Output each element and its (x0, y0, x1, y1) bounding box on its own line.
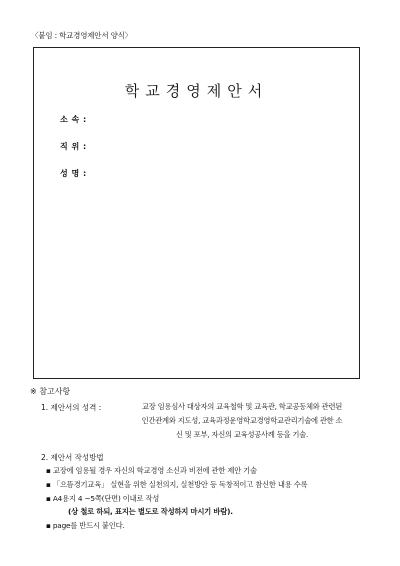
note1-line-3: 신 및 포부, 자신의 교육성공사례 등을 기술. (175, 430, 309, 439)
note1-line-2: 인간관계와 지도성, 교육과정운영학교경영학교관리기술에 관한 소 (141, 416, 343, 425)
note2-bullet-2: ▪ 「으뜸경기교육」 실현을 위한 실천의지, 실천방안 등 독창적이고 참신한 내용 수록 (46, 480, 308, 489)
note2-bullet-4: ▪ page를 반드시 붙인다. (46, 521, 125, 530)
proposal-form-box (33, 47, 360, 379)
form-title: 학교경영제안서 (124, 82, 269, 100)
note2-bullet-3: ▪ A4용지 4 ~5쪽(단면) 이내로 작성 (46, 494, 160, 503)
attachment-caption: 〈붙임 : 학교경영제안서 양식〉 (31, 31, 132, 40)
note2-label: 2. 제안서 작성방법 (41, 453, 104, 462)
note2-emphasis: (상 철로 하되, 표지는 별도로 작성하지 마시기 바람). (68, 507, 233, 516)
notes-heading: ※ 참고사항 (30, 387, 71, 396)
name-field-label: 성 명 : (60, 169, 87, 178)
note1-line-1: 교장 임용심사 대상자의 교육철학 및 교육관, 학교공동체와 관련된 (141, 402, 343, 411)
position-field-label: 직 위 : (60, 142, 87, 151)
affiliation-field-label: 소 속 : (60, 115, 87, 124)
note2-bullet-1: ▪ 교장에 임용될 경우 자신의 학교경영 소신과 비전에 관한 제안 기술 (46, 466, 257, 475)
note1-label: 1. 제안서의 성격 : (41, 403, 102, 412)
